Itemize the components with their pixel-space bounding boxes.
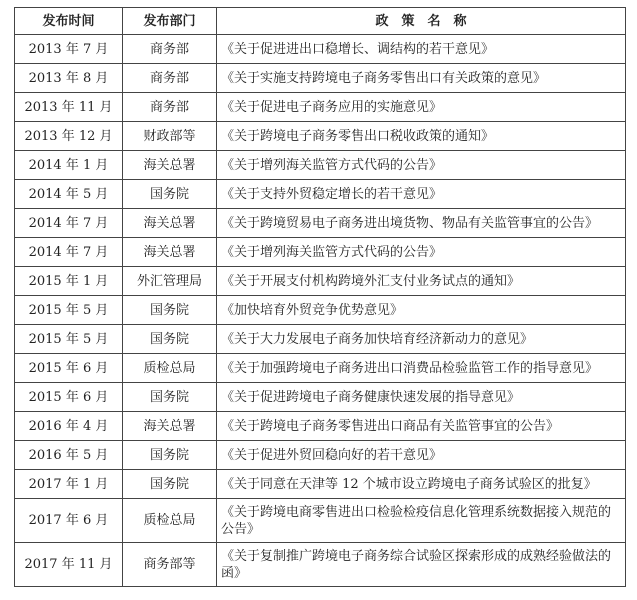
row-dept: 商务部 [123, 35, 217, 64]
table-row [15, 470, 626, 499]
row-policy: 《加快培育外贸竞争优势意见》 [217, 296, 626, 325]
table-row [15, 499, 626, 543]
row-dept: 质检总局 [123, 354, 217, 383]
row-date: 2015 年 1 月 [15, 267, 123, 296]
row-date: 2015 年 6 月 [15, 354, 123, 383]
table-row [15, 122, 626, 151]
row-policy: 《关于实施支持跨境电子商务零售出口有关政策的意见》 [217, 64, 626, 93]
row-dept: 商务部 [123, 64, 217, 93]
row-policy: 《关于增列海关监管方式代码的公告》 [217, 151, 626, 180]
row-policy: 《关于跨境电子商务零售出口税收政策的通知》 [217, 122, 626, 151]
row-date: 2017 年 6 月 [15, 499, 123, 543]
header-policy: 政 策 名 称 [217, 8, 626, 35]
row-date: 2017 年 1 月 [15, 470, 123, 499]
row-policy: 《关于促进跨境电子商务健康快速发展的指导意见》 [217, 383, 626, 412]
row-policy: 《关于促进电子商务应用的实施意见》 [217, 93, 626, 122]
row-policy: 《关于增列海关监管方式代码的公告》 [217, 238, 626, 267]
row-dept: 质检总局 [123, 499, 217, 543]
row-date: 2015 年 5 月 [15, 296, 123, 325]
row-date: 2014 年 5 月 [15, 180, 123, 209]
row-dept: 国务院 [123, 180, 217, 209]
row-dept: 海关总署 [123, 238, 217, 267]
row-dept: 财政部等 [123, 122, 217, 151]
row-date: 2013 年 7 月 [15, 35, 123, 64]
row-date: 2016 年 4 月 [15, 412, 123, 441]
row-date: 2013 年 8 月 [15, 64, 123, 93]
row-dept: 海关总署 [123, 412, 217, 441]
table-row [15, 296, 626, 325]
row-date: 2017 年 11 月 [15, 543, 123, 587]
header-date: 发布时间 [15, 8, 123, 35]
policy-table [14, 7, 626, 587]
row-dept: 商务部等 [123, 543, 217, 587]
row-policy: 《关于开展支付机构跨境外汇支付业务试点的通知》 [217, 267, 626, 296]
row-date: 2014 年 7 月 [15, 209, 123, 238]
table-row [15, 93, 626, 122]
row-policy: 《关于促进外贸回稳向好的若干意见》 [217, 441, 626, 470]
row-date: 2015 年 6 月 [15, 383, 123, 412]
row-policy: 《关于跨境贸易电子商务进出境货物、物品有关监管事宜的公告》 [217, 209, 626, 238]
table-row [15, 238, 626, 267]
table-row [15, 325, 626, 354]
row-policy: 《关于跨境电商零售进出口检验检疫信息化管理系统数据接入规范的公告》 [217, 499, 626, 543]
table-row [15, 543, 626, 587]
table-row [15, 267, 626, 296]
table-row [15, 35, 626, 64]
table-row [15, 151, 626, 180]
row-dept: 商务部 [123, 93, 217, 122]
row-date: 2013 年 11 月 [15, 93, 123, 122]
row-policy: 《关于促进进出口稳增长、调结构的若干意见》 [217, 35, 626, 64]
row-date: 2013 年 12 月 [15, 122, 123, 151]
row-dept: 国务院 [123, 441, 217, 470]
row-dept: 海关总署 [123, 209, 217, 238]
row-date: 2014 年 7 月 [15, 238, 123, 267]
table-row [15, 412, 626, 441]
table-row [15, 64, 626, 93]
row-dept: 外汇管理局 [123, 267, 217, 296]
table-row [15, 180, 626, 209]
row-date: 2015 年 5 月 [15, 325, 123, 354]
row-policy: 《关于加强跨境电子商务进出口消费品检验监管工作的指导意见》 [217, 354, 626, 383]
table-row [15, 383, 626, 412]
row-dept: 国务院 [123, 325, 217, 354]
row-dept: 国务院 [123, 296, 217, 325]
row-dept: 国务院 [123, 383, 217, 412]
row-dept: 海关总署 [123, 151, 217, 180]
table-row [15, 354, 626, 383]
table-row [15, 441, 626, 470]
row-policy: 《关于复制推广跨境电子商务综合试验区探索形成的成熟经验做法的函》 [217, 543, 626, 587]
row-dept: 国务院 [123, 470, 217, 499]
table-row [15, 209, 626, 238]
row-policy: 《关于支持外贸稳定增长的若干意见》 [217, 180, 626, 209]
row-date: 2016 年 5 月 [15, 441, 123, 470]
row-policy: 《关于大力发展电子商务加快培育经济新动力的意见》 [217, 325, 626, 354]
row-date: 2014 年 1 月 [15, 151, 123, 180]
row-policy: 《关于同意在天津等 12 个城市设立跨境电子商务试验区的批复》 [217, 470, 626, 499]
table-header-row [15, 8, 626, 35]
row-policy: 《关于跨境电子商务零售进出口商品有关监管事宜的公告》 [217, 412, 626, 441]
header-dept: 发布部门 [123, 8, 217, 35]
